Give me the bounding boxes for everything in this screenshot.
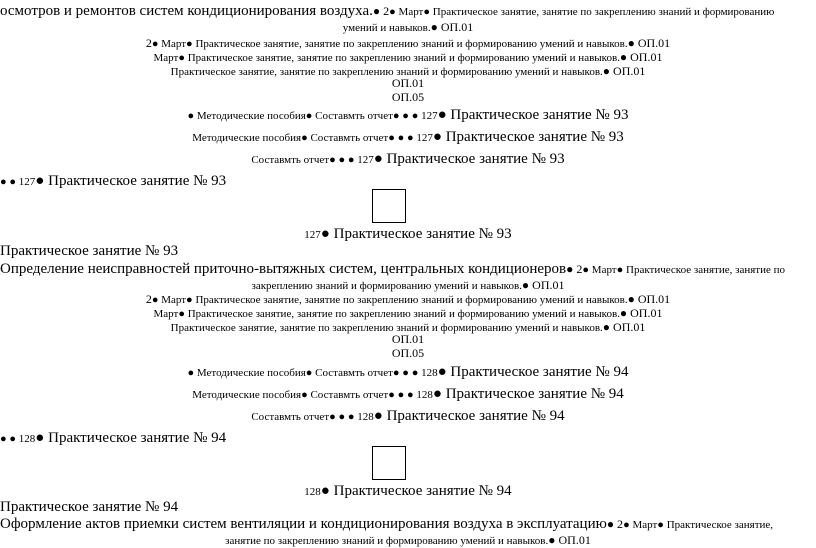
lesson-type-text: ● Практическое занятие, занятие по закреплению знаний и формированию умений и навыков. [186, 294, 628, 306]
text-line-1 [0, 3, 774, 19]
lesson-title: ● Практическое занятие № 94 [437, 364, 629, 380]
lesson-title: ● Практическое занятие № 93 [35, 173, 227, 189]
discipline-code: ОП.01 [391, 76, 425, 90]
report-text: ● Составмть отчет [305, 110, 393, 122]
lesson-type-text: Практическое занятие, занятие по закреплению знаний и формированию умений и навыков. [170, 322, 603, 334]
month-text: ● Март [389, 6, 424, 18]
lesson-type-text: ● Практическое занятие, занятие по закреплению знаний и формированию умений и навыков. [186, 38, 628, 50]
discipline-code: ● ОП.01 [627, 36, 671, 50]
lesson-number: ● ● 128 [0, 433, 36, 445]
text-line-27 [0, 516, 773, 532]
report-text: ● Составмть отчет [301, 389, 389, 401]
text-line-10 [0, 151, 816, 167]
lesson-title: ● Практическое занятие № 94 [320, 483, 512, 499]
text-line-12 [0, 226, 816, 242]
discipline-code: ● ОП.01 [521, 278, 565, 292]
lesson-title: ● Практическое занятие № 93 [437, 107, 629, 123]
materials-text: ● Методические пособия [187, 367, 306, 379]
lesson-title: ● Практическое занятие № 93 [373, 151, 565, 167]
lesson-title: ● Практическое занятие № 94 [373, 408, 565, 424]
discipline-code: ● ОП.01 [548, 533, 591, 547]
discipline-code: ОП.05 [391, 346, 425, 360]
lesson-type-text: ● Практическое занятие, занятие по закреплению знаний и формированию умений и навыков. [178, 52, 620, 64]
month-text: Март [153, 52, 179, 64]
text-line-24 [0, 430, 226, 446]
lesson-type-text: ● Практическое занятие, [657, 519, 774, 531]
topic-text: Оформление актов приемки систем вентиляции и кондиционирования воздуха в эксплуатацию [0, 516, 607, 532]
text-line-2 [0, 21, 816, 34]
lesson-type-text: ● Практическое занятие, занятие по закреплению знаний и формированию умений и навыков. [178, 308, 620, 320]
month-text: Март [153, 308, 179, 320]
report-text: Составмть отчет [251, 411, 330, 423]
discipline-code: ОП.05 [391, 90, 425, 104]
lesson-number: ● ● ● 128 [392, 367, 438, 379]
skills-text: закреплению знаний и формированию умений и навыков. [251, 280, 522, 292]
month-text: ● Март [151, 38, 187, 50]
lesson-number: ● ● ● 127 [388, 132, 433, 144]
discipline-code: ● ОП.01 [430, 20, 474, 34]
discipline-code: ОП.01 [391, 332, 425, 346]
hours-text: ● 2 [606, 517, 624, 531]
report-text: ● Составмть отчет [301, 132, 389, 144]
month-text: ● Март [623, 519, 658, 531]
lesson-title: ● Практическое занятие № 93 [432, 129, 624, 145]
lesson-number: ● ● 127 [0, 176, 36, 188]
hours-text: ● 2 [566, 262, 583, 276]
text-line-11 [0, 173, 226, 189]
lesson-type-text: Практическое занятие, занятие по закреплению знаний и формированию умений и навыков. [170, 66, 603, 78]
topic-text: осмотров и ремонтов систем кондиционирования воздуха. [0, 3, 373, 19]
text-line-8 [0, 107, 816, 123]
lesson-title: ● Практическое занятие № 94 [35, 430, 227, 446]
lesson-title: Практическое занятие № 94 [0, 499, 179, 515]
lesson-number: 128 [304, 486, 321, 498]
text-line-25 [0, 483, 816, 499]
month-text: ● Март [151, 294, 187, 306]
discipline-code: ● ОП.01 [627, 292, 671, 306]
text-line-22 [0, 386, 816, 402]
lesson-type-text: ● Практическое занятие, занятие по закреплению знаний и формированию [423, 6, 775, 18]
discipline-code: ● ОП.01 [619, 50, 663, 64]
discipline-code: ● ОП.01 [619, 306, 663, 320]
skills-text: занятие по закреплению знаний и формированию умений и навыков. [225, 535, 549, 547]
image-placeholder [372, 189, 406, 223]
lesson-number: ● ● ● 128 [329, 411, 374, 423]
image-placeholder [372, 446, 406, 480]
text-line-14 [0, 261, 785, 277]
topic-text: Определение неисправностей приточно-вытяжных систем, центральных кондиционеров [0, 261, 567, 277]
materials-text: Методические пособия [192, 132, 302, 144]
materials-text: ● Методические пособия [187, 110, 306, 122]
lesson-number: ● ● ● 128 [388, 389, 433, 401]
month-text: ● Март [582, 264, 617, 276]
lesson-title: ● Практическое занятие № 93 [320, 226, 512, 242]
report-text: Составмть отчет [251, 154, 330, 166]
text-line-21 [0, 364, 816, 380]
text-line-23 [0, 408, 816, 424]
lesson-number: ● ● ● 127 [329, 154, 374, 166]
discipline-code: ● ОП.01 [602, 64, 646, 78]
discipline-code: ● ОП.01 [602, 320, 646, 334]
materials-text: Методические пособия [192, 389, 302, 401]
skills-text: умений и навыков. [342, 22, 431, 34]
hours-text: 2 [145, 36, 152, 50]
hours-text: ● 2 [372, 4, 390, 18]
lesson-title: Практическое занятие № 93 [0, 243, 179, 259]
report-text: ● Составмть отчет [305, 367, 393, 379]
hours-text: 2 [145, 292, 152, 306]
text-line-9 [0, 129, 816, 145]
lesson-title: ● Практическое занятие № 94 [432, 386, 624, 402]
lesson-type-text: ● Практическое занятие, занятие по [616, 264, 785, 276]
lesson-number: ● ● ● 127 [392, 110, 438, 122]
lesson-number: 127 [304, 229, 321, 241]
